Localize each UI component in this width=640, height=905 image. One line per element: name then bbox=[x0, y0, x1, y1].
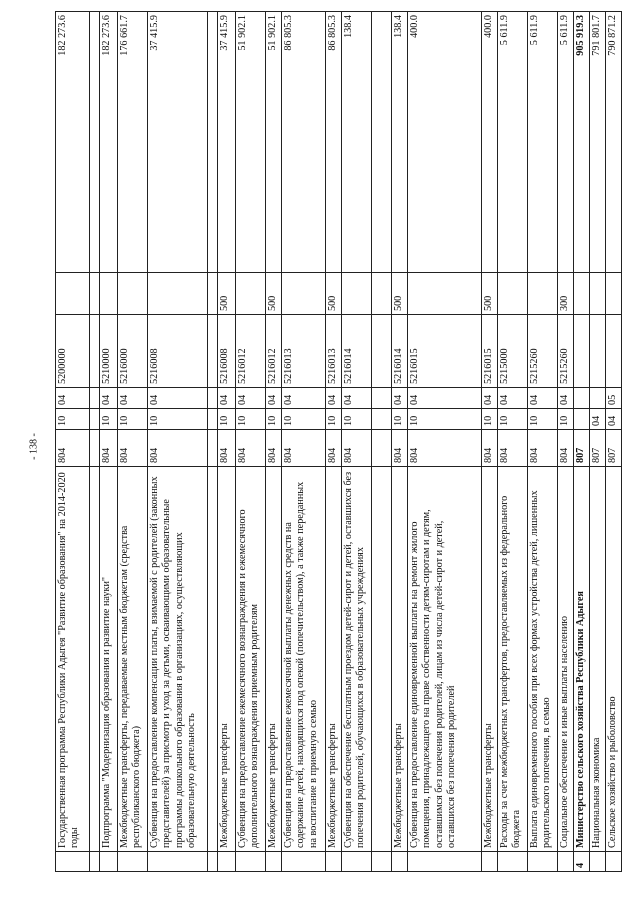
target-article-cell: 5216008 bbox=[218, 315, 236, 388]
expense-type-cell bbox=[342, 273, 372, 315]
expense-type-cell: 500 bbox=[266, 273, 282, 315]
row-number-cell bbox=[392, 852, 408, 872]
target-article-cell: 5216013 bbox=[326, 315, 342, 388]
dept-code-cell: 804 bbox=[218, 430, 236, 467]
table-row bbox=[558, 12, 574, 872]
row-name-cell: Подпрограмма "Модернизация образования и развитие науки" bbox=[100, 467, 118, 852]
table-row bbox=[148, 12, 208, 872]
dept-code-cell: 804 bbox=[392, 430, 408, 467]
row-name-cell bbox=[372, 467, 392, 852]
table-row bbox=[56, 12, 90, 872]
row-number-cell bbox=[266, 852, 282, 872]
dept-code-cell: 804 bbox=[498, 430, 528, 467]
subsection-code-cell: 04 bbox=[528, 388, 558, 409]
subsection-code-cell: 05 bbox=[606, 388, 622, 409]
row-number-cell bbox=[528, 852, 558, 872]
target-article-cell: 5216015 bbox=[482, 315, 498, 388]
section-code-cell: 10 bbox=[528, 409, 558, 430]
expense-type-cell: 500 bbox=[326, 273, 342, 315]
section-code-cell bbox=[90, 409, 100, 430]
row-name-cell: Субвенция на предоставление ежемесячной выплаты денежных средств на содержание детей, находящихся под опекой (попечительством), а также переданных на воспитание в приемную семью bbox=[282, 467, 326, 852]
dept-code-cell: 804 bbox=[528, 430, 558, 467]
subsection-code-cell bbox=[590, 388, 606, 409]
expense-type-cell bbox=[236, 273, 266, 315]
amount-cell: 176 661.7 bbox=[118, 12, 148, 273]
expense-type-cell: 500 bbox=[392, 273, 408, 315]
section-code-cell: 10 bbox=[498, 409, 528, 430]
row-number-cell: 4 bbox=[574, 852, 590, 872]
row-number-cell bbox=[118, 852, 148, 872]
dept-code-cell: 804 bbox=[236, 430, 266, 467]
amount-cell: 51 902.1 bbox=[266, 12, 282, 273]
subsection-code-cell bbox=[372, 388, 392, 409]
target-article-cell bbox=[90, 315, 100, 388]
table-row bbox=[208, 12, 218, 872]
subsection-code-cell: 04 bbox=[148, 388, 208, 409]
table-row bbox=[326, 12, 342, 872]
section-code-cell: 10 bbox=[266, 409, 282, 430]
amount-cell: 86 805.3 bbox=[326, 12, 342, 273]
section-code-cell bbox=[574, 409, 590, 430]
subsection-code-cell: 04 bbox=[498, 388, 528, 409]
table-row bbox=[590, 12, 606, 872]
section-code-cell: 10 bbox=[342, 409, 372, 430]
table-body bbox=[56, 12, 622, 872]
subsection-code-cell: 04 bbox=[100, 388, 118, 409]
row-name-cell: Сельское хозяйство и рыболовство bbox=[606, 467, 622, 852]
subsection-code-cell: 04 bbox=[218, 388, 236, 409]
target-article-cell: 5215000 bbox=[498, 315, 528, 388]
dept-code-cell: 804 bbox=[342, 430, 372, 467]
row-number-cell bbox=[342, 852, 372, 872]
amount-cell: 790 871.2 bbox=[606, 12, 622, 273]
dept-code-cell: 804 bbox=[266, 430, 282, 467]
target-article-cell: 5216013 bbox=[282, 315, 326, 388]
row-number-cell bbox=[606, 852, 622, 872]
table-row bbox=[100, 12, 118, 872]
row-name-cell: Выплата единовременного пособия при всех формах устройства детей, лишенных родительского попечения, в семью bbox=[528, 467, 558, 852]
target-article-cell bbox=[606, 315, 622, 388]
amount-cell: 905 919.3 bbox=[574, 12, 590, 273]
row-number-cell bbox=[498, 852, 528, 872]
table-row bbox=[342, 12, 372, 872]
row-name-cell: Министерство сельского хозяйства Республики Адыгея bbox=[574, 467, 590, 852]
row-number-cell bbox=[326, 852, 342, 872]
table-row bbox=[372, 12, 392, 872]
row-number-cell bbox=[282, 852, 326, 872]
dept-code-cell: 804 bbox=[408, 430, 482, 467]
table-row bbox=[606, 12, 622, 872]
row-number-cell bbox=[558, 852, 574, 872]
target-article-cell: 5215260 bbox=[528, 315, 558, 388]
section-code-cell: 04 bbox=[606, 409, 622, 430]
target-article-cell: 5216012 bbox=[236, 315, 266, 388]
row-number-cell bbox=[590, 852, 606, 872]
row-number-cell bbox=[236, 852, 266, 872]
table-row bbox=[574, 12, 590, 872]
table-row bbox=[408, 12, 482, 872]
row-name-cell: Субвенция на обеспечение бесплатным проездом детей-сирот и детей, оставшихся без попечения родителей, обучающихся в образовательных учреждениях bbox=[342, 467, 372, 852]
target-article-cell bbox=[372, 315, 392, 388]
subsection-code-cell: 04 bbox=[482, 388, 498, 409]
target-article-cell bbox=[574, 315, 590, 388]
row-name-cell: Межбюджетные трансферты bbox=[482, 467, 498, 852]
dept-code-cell: 804 bbox=[56, 430, 90, 467]
row-name-cell: Социальное обеспечение и иные выплаты населению bbox=[558, 467, 574, 852]
row-number-cell bbox=[482, 852, 498, 872]
section-code-cell: 10 bbox=[392, 409, 408, 430]
section-code-cell: 10 bbox=[282, 409, 326, 430]
section-code-cell: 10 bbox=[236, 409, 266, 430]
table-row bbox=[282, 12, 326, 872]
amount-cell bbox=[90, 12, 100, 273]
amount-cell: 5 611.9 bbox=[558, 12, 574, 273]
row-name-cell: Межбюджетные трансферты, передаваемые местным бюджетам (средства республиканского бюджета) bbox=[118, 467, 148, 852]
subsection-code-cell: 04 bbox=[236, 388, 266, 409]
subsection-code-cell: 04 bbox=[118, 388, 148, 409]
amount-cell: 37 415.9 bbox=[218, 12, 236, 273]
row-name-cell: Субвенция на предоставление единовременной выплаты на ремонт жилого помещения, принадлежащего на праве собственности детям-сиротам и детям, оставшимся без попечения родителей, лицам из числа детей-сирот и детей, оставшихся без попечения родителей bbox=[408, 467, 482, 852]
amount-cell: 182 273.6 bbox=[56, 12, 90, 273]
subsection-code-cell: 04 bbox=[408, 388, 482, 409]
row-number-cell bbox=[56, 852, 90, 872]
expense-type-cell bbox=[372, 273, 392, 315]
target-article-cell: 5216015 bbox=[408, 315, 482, 388]
dept-code-cell: 804 bbox=[118, 430, 148, 467]
row-number-cell bbox=[218, 852, 236, 872]
dept-code-cell: 804 bbox=[282, 430, 326, 467]
table-row bbox=[528, 12, 558, 872]
rotated-page bbox=[55, 12, 618, 872]
section-code-cell: 10 bbox=[408, 409, 482, 430]
section-code-cell: 10 bbox=[56, 409, 90, 430]
section-code-cell: 10 bbox=[100, 409, 118, 430]
expense-type-cell bbox=[118, 273, 148, 315]
subsection-code-cell: 04 bbox=[558, 388, 574, 409]
dept-code-cell: 807 bbox=[574, 430, 590, 467]
target-article-cell: 5216014 bbox=[342, 315, 372, 388]
target-article-cell: 5216000 bbox=[118, 315, 148, 388]
target-article-cell: 5215260 bbox=[558, 315, 574, 388]
table-row bbox=[482, 12, 498, 872]
amount-cell: 51 902.1 bbox=[236, 12, 266, 273]
amount-cell: 400.0 bbox=[482, 12, 498, 273]
section-code-cell bbox=[208, 409, 218, 430]
expense-type-cell bbox=[574, 273, 590, 315]
row-number-cell bbox=[208, 852, 218, 872]
target-article-cell: 5210000 bbox=[100, 315, 118, 388]
amount-cell: 138.4 bbox=[392, 12, 408, 273]
row-name-cell: Межбюджетные трансферты bbox=[392, 467, 408, 852]
amount-cell: 400.0 bbox=[408, 12, 482, 273]
expense-type-cell bbox=[282, 273, 326, 315]
page-number: - 138 - bbox=[28, 433, 40, 460]
target-article-cell bbox=[590, 315, 606, 388]
section-code-cell: 04 bbox=[590, 409, 606, 430]
table-row bbox=[498, 12, 528, 872]
row-name-cell: Субвенция на предоставление ежемесячного вознаграждения и ежемесячного дополнительного вознаграждения приемным родителям bbox=[236, 467, 266, 852]
expense-type-cell bbox=[208, 273, 218, 315]
expense-type-cell bbox=[90, 273, 100, 315]
expense-type-cell bbox=[590, 273, 606, 315]
expense-type-cell bbox=[100, 273, 118, 315]
row-name-cell: Межбюджетные трансферты bbox=[326, 467, 342, 852]
table-row bbox=[392, 12, 408, 872]
dept-code-cell: 804 bbox=[100, 430, 118, 467]
dept-code-cell: 804 bbox=[148, 430, 208, 467]
row-name-cell bbox=[90, 467, 100, 852]
row-number-cell bbox=[372, 852, 392, 872]
amount-cell: 86 805.3 bbox=[282, 12, 326, 273]
amount-cell: 791 801.7 bbox=[590, 12, 606, 273]
expense-type-cell bbox=[148, 273, 208, 315]
dept-code-cell: 804 bbox=[482, 430, 498, 467]
subsection-code-cell bbox=[208, 388, 218, 409]
expense-type-cell bbox=[56, 273, 90, 315]
subsection-code-cell: 04 bbox=[392, 388, 408, 409]
dept-code-cell: 807 bbox=[606, 430, 622, 467]
expense-type-cell: 300 bbox=[558, 273, 574, 315]
dept-code-cell: 804 bbox=[326, 430, 342, 467]
section-code-cell: 10 bbox=[326, 409, 342, 430]
section-code-cell: 10 bbox=[148, 409, 208, 430]
subsection-code-cell: 04 bbox=[266, 388, 282, 409]
expense-type-cell bbox=[498, 273, 528, 315]
subsection-code-cell: 04 bbox=[342, 388, 372, 409]
target-article-cell: 5200000 bbox=[56, 315, 90, 388]
amount-cell: 37 415.9 bbox=[148, 12, 208, 273]
table-row bbox=[118, 12, 148, 872]
target-article-cell: 5216008 bbox=[148, 315, 208, 388]
dept-code-cell: 804 bbox=[558, 430, 574, 467]
amount-cell bbox=[208, 12, 218, 273]
row-number-cell bbox=[90, 852, 100, 872]
table-row bbox=[236, 12, 266, 872]
subsection-code-cell: 04 bbox=[282, 388, 326, 409]
dept-code-cell bbox=[208, 430, 218, 467]
row-name-cell: Расходы за счет межбюджетных трансфертов, предоставляемых из федерального бюджета bbox=[498, 467, 528, 852]
expense-type-cell bbox=[408, 273, 482, 315]
dept-code-cell bbox=[90, 430, 100, 467]
expense-type-cell: 500 bbox=[482, 273, 498, 315]
subsection-code-cell: 04 bbox=[56, 388, 90, 409]
row-name-cell: Национальная экономика bbox=[590, 467, 606, 852]
amount-cell: 5 611.9 bbox=[498, 12, 528, 273]
amount-cell: 182 273.6 bbox=[100, 12, 118, 273]
subsection-code-cell bbox=[90, 388, 100, 409]
amount-cell: 138.4 bbox=[342, 12, 372, 273]
amount-cell bbox=[372, 12, 392, 273]
target-article-cell: 5216014 bbox=[392, 315, 408, 388]
dept-code-cell bbox=[372, 430, 392, 467]
target-article-cell: 5216012 bbox=[266, 315, 282, 388]
subsection-code-cell bbox=[574, 388, 590, 409]
expense-type-cell bbox=[528, 273, 558, 315]
row-name-cell bbox=[208, 467, 218, 852]
dept-code-cell: 807 bbox=[590, 430, 606, 467]
target-article-cell bbox=[208, 315, 218, 388]
row-name-cell: Межбюджетные трансферты bbox=[266, 467, 282, 852]
table-row bbox=[266, 12, 282, 872]
table-row bbox=[218, 12, 236, 872]
row-name-cell: Субвенция на предоставление компенсации платы, взимаемой с родителей (законных представителей) за присмотр и уход за детьми, осваивающими образовательные программы дошкольного образования в организациях, осуществляющих образовательную деятельность bbox=[148, 467, 208, 852]
row-name-cell: Межбюджетные трансферты bbox=[218, 467, 236, 852]
table-row bbox=[90, 12, 100, 872]
amount-cell: 5 611.9 bbox=[528, 12, 558, 273]
expense-type-cell bbox=[606, 273, 622, 315]
section-code-cell: 10 bbox=[482, 409, 498, 430]
row-name-cell: Государственная программа Республики Адыгея "Развитие образования" на 2014-2020 годы bbox=[56, 467, 90, 852]
row-number-cell bbox=[148, 852, 208, 872]
row-number-cell bbox=[408, 852, 482, 872]
section-code-cell bbox=[372, 409, 392, 430]
expense-type-cell: 500 bbox=[218, 273, 236, 315]
section-code-cell: 10 bbox=[118, 409, 148, 430]
section-code-cell: 10 bbox=[558, 409, 574, 430]
section-code-cell: 10 bbox=[218, 409, 236, 430]
row-number-cell bbox=[100, 852, 118, 872]
budget-table bbox=[55, 11, 622, 872]
subsection-code-cell: 04 bbox=[326, 388, 342, 409]
